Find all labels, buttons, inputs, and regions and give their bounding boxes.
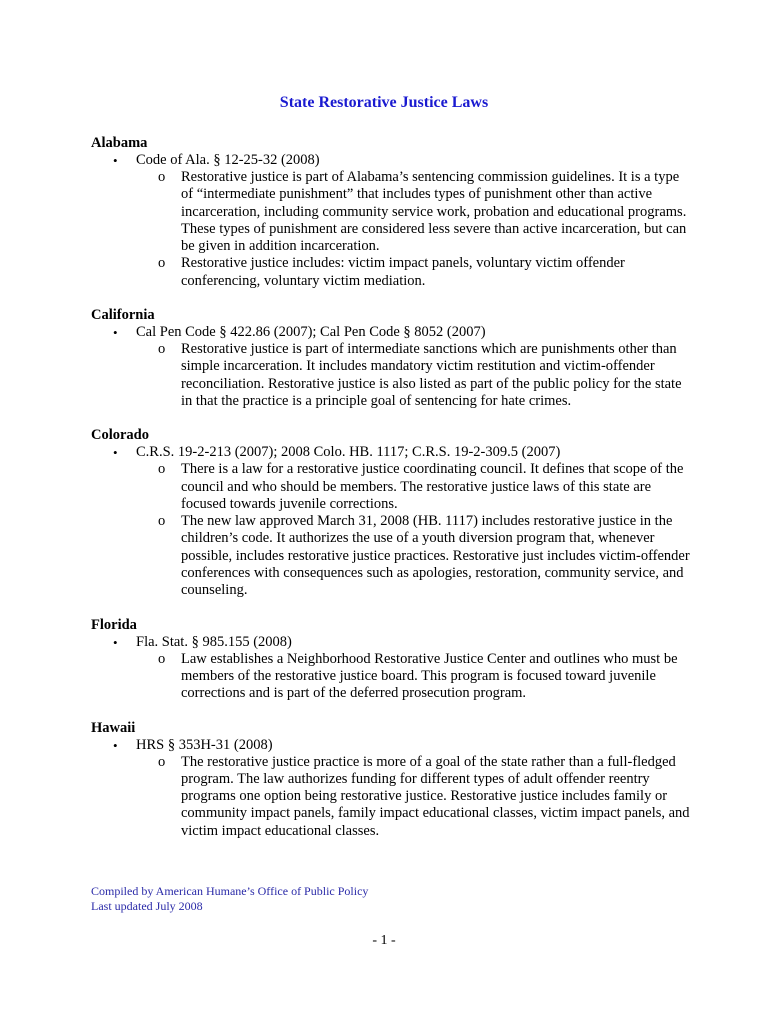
detail-text: Restorative justice is part of intermediate sanctions which are punishments other than simple incarceration. It includes mandatory victim restitution and victim-offender reconciliation. Restorative justice is also listed as part of the public policy for the state in that the practice is a principle goal of sentencing for hate crimes.	[181, 341, 682, 409]
citation-item	[91, 634, 691, 651]
state-heading: Colorado	[91, 427, 149, 444]
circle-bullet-icon: o	[158, 169, 166, 185]
circle-bullet-icon: o	[158, 650, 166, 667]
bullet-icon: •	[113, 634, 118, 650]
citation-item	[91, 737, 691, 754]
detail-text: Restorative justice is part of Alabama’s sentencing commission guidelines. It is a type of “intermediate punishment” that includes types of punishment other than active incarceration, including community service work, probation and educational programs. These types of punishment are considered less severe than active incarceration, but can be given in addition incarceration.	[181, 169, 687, 255]
footer-compiled-by: Compiled by American Humane’s Office of Public Policy	[91, 884, 369, 898]
state-section-california	[91, 307, 691, 410]
circle-bullet-icon: o	[158, 341, 166, 358]
document-body	[91, 135, 691, 857]
circle-bullet-icon: o	[158, 513, 166, 530]
citation-item	[91, 444, 691, 461]
state-section-hawaii	[91, 720, 691, 840]
state-section-florida	[91, 617, 691, 703]
detail-item	[91, 461, 691, 513]
citation-text: HRS § 353H-31 (2008)	[136, 736, 273, 753]
detail-list	[91, 754, 691, 840]
detail-item	[91, 513, 691, 599]
detail-item	[91, 754, 691, 840]
detail-item	[91, 255, 691, 290]
citation-item	[91, 152, 691, 169]
detail-list	[91, 651, 691, 703]
citation-text: Cal Pen Code § 422.86 (2007); Cal Pen Code § 8052 (2007)	[136, 324, 486, 341]
detail-text: There is a law for a restorative justice coordinating council. It defines that scope of the council and who should be members. The restorative justice laws of this state are focused towards juvenile corrections.	[181, 461, 684, 512]
detail-item	[91, 651, 691, 703]
detail-list	[91, 169, 691, 290]
document-title: State Restorative Justice Laws	[279, 94, 489, 111]
bullet-icon: •	[113, 153, 118, 168]
state-heading: California	[91, 307, 155, 324]
footer-last-updated: Last updated July 2008	[91, 899, 203, 913]
state-heading: Hawaii	[91, 719, 136, 736]
detail-text: The new law approved March 31, 2008 (HB. 1117) includes restorative justice in the children’s code. It authorizes the use of a youth diversion program that, whenever possible, includes restorative justice practices. Restorative just includes victim-offender conferences with consequences such as apologies, restoration, community service, and counseling.	[181, 513, 690, 599]
detail-item	[91, 341, 691, 410]
citation-text: C.R.S. 19-2-213 (2007); 2008 Colo. HB. 1117; C.R.S. 19-2-309.5 (2007)	[136, 444, 561, 461]
state-section-alabama	[91, 135, 691, 290]
bullet-icon: •	[113, 325, 118, 341]
circle-bullet-icon: o	[158, 753, 166, 770]
detail-text: The restorative justice practice is more of a goal of the state rather than a full-fledged program. The law authorizes funding for different types of adult offender reentry programs one option being restorative justice. Restorative justice includes family or community impact panels, family impact educational classes, victim impact panels, and victim impact educational classes.	[181, 753, 690, 839]
detail-item	[91, 169, 691, 255]
citation-item	[91, 324, 691, 341]
state-section-colorado	[91, 427, 691, 599]
detail-list	[91, 461, 691, 599]
detail-text: Restorative justice includes: victim impact panels, voluntary victim offender conferencing, voluntary victim mediation.	[181, 255, 625, 289]
bullet-icon: •	[113, 737, 118, 753]
citation-text: Code of Ala. § 12-25-32 (2008)	[136, 152, 320, 168]
detail-text: Law establishes a Neighborhood Restorative Justice Center and outlines who must be members of the restorative justice board. This program is focused toward juvenile corrections and is part of the deferred prosecution program.	[181, 650, 678, 702]
state-heading: Florida	[91, 616, 137, 633]
citation-text: Fla. Stat. § 985.155 (2008)	[136, 633, 292, 650]
circle-bullet-icon: o	[158, 461, 166, 478]
state-heading: Alabama	[91, 135, 148, 151]
circle-bullet-icon: o	[158, 255, 166, 272]
detail-list	[91, 341, 691, 410]
page-number: - 1 -	[372, 933, 396, 948]
bullet-icon: •	[113, 445, 118, 461]
footer-note	[91, 884, 368, 914]
